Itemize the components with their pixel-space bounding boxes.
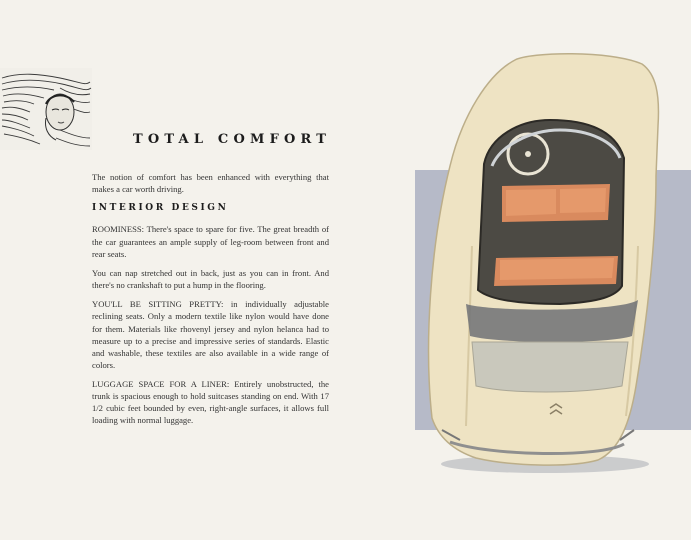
convertible-car-image — [410, 46, 672, 476]
paragraph-nap: You can nap stretched out in back, just as you can in front. And there's no crankshaft to put a hump in the flooring. — [92, 267, 329, 291]
paragraph-seats: YOU'LL BE SITTING PRETTY: in individually adjustable reclining seats. Only a modern textile like nylon would have done for them. Materials like rhovenyl jersey and nylon helanca had to measure up to a precise and impressive series of standards. Elastic and washable, these textiles are also available in a wide range of colors. — [92, 299, 329, 370]
intro-paragraph: The notion of comfort has been enhanced with everything that makes a car worth driving. — [92, 172, 329, 195]
page-title: TOTAL COMFORT — [133, 132, 332, 147]
paragraph-luggage: LUGGAGE SPACE FOR A LINER: Entirely unobstructed, the trunk is spacious enough to hold suitcases standing on end. With 17 1/2 cubic feet bounded by even, right-angle surfaces, it allows full loading with normal luggage. — [92, 379, 329, 426]
woman-sketch-illustration — [0, 68, 92, 150]
paragraph-roominess: ROOMINESS: There's space to spare for five. The great breadth of the car guarantees an ample supply of leg-room between front and rear seats. — [92, 224, 329, 259]
section-heading: INTERIOR DESIGN — [92, 203, 229, 214]
body-text-column — [92, 171, 329, 434]
